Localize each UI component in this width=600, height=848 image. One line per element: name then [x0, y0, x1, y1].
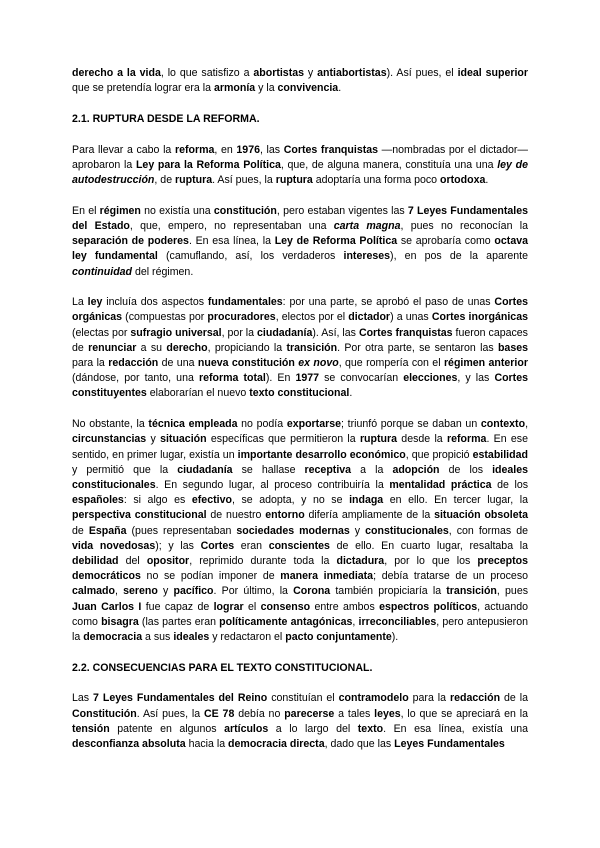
emphasis-text: redacción — [450, 692, 501, 705]
emphasis-text: contexto — [480, 418, 526, 431]
paragraph-intro — [72, 66, 528, 96]
body-text: el — [243, 600, 261, 613]
body-text: de — [72, 524, 89, 537]
body-text: y — [146, 433, 161, 446]
body-text: : por una parte, se aprobó el paso de unas — [282, 296, 495, 309]
emphasis-text: constitución — [213, 204, 277, 217]
emphasis-text: Cortes constituyentes — [72, 372, 528, 400]
emphasis-text: circunstancias — [72, 433, 147, 446]
emphasis-text: Cortes franquistas — [283, 143, 379, 156]
emphasis-text: vida novedosas — [72, 539, 156, 552]
emphasis-text: reforma — [174, 143, 215, 156]
emphasis-text: convivencia — [277, 82, 339, 95]
emphasis-text: preceptos democráticos — [72, 554, 528, 583]
emphasis-text: ideal superior — [457, 67, 528, 79]
emphasis-text: derecho — [166, 341, 208, 354]
emphasis-text: 7 Leyes Fundamentales del Estado — [72, 204, 529, 232]
body-text: entre ambos — [310, 600, 380, 613]
emphasis-text: reforma — [446, 433, 487, 446]
emphasis-text: CE 78 — [203, 707, 235, 720]
emphasis-text: transición — [446, 585, 497, 598]
body-text: , por lo que los — [384, 554, 478, 567]
body-text: específicas que permitieron la — [206, 433, 360, 446]
body-text: y — [349, 524, 366, 537]
body-text: , con formas de — [448, 524, 529, 537]
body-text: , y las — [457, 372, 495, 385]
emphasis-text: dictador — [348, 311, 391, 324]
emphasis-text: bases — [497, 341, 528, 354]
body-text: se convocarían — [319, 372, 404, 385]
emphasis-text: derecho a la vida — [72, 67, 161, 79]
emphasis-text: debilidad — [72, 554, 119, 567]
body-text: , en — [214, 143, 237, 156]
emphasis-text: ideales — [173, 631, 210, 643]
emphasis-text: consenso — [260, 600, 311, 613]
emphasis-text: España — [88, 524, 127, 537]
emphasis-text: ideales constitucionales — [72, 463, 529, 491]
emphasis-text: exportarse — [286, 418, 342, 431]
body-text: ). Así pues, el — [386, 67, 458, 79]
emphasis-text: Juan Carlos I — [72, 600, 142, 613]
body-text: hacia la — [185, 738, 229, 751]
emphasis-text: nueva constitución — [197, 357, 295, 370]
body-text: , pues no reconocían la — [400, 219, 528, 232]
body-text: , pero estaban vigentes las — [276, 204, 408, 217]
body-text: , actuando como — [72, 600, 528, 628]
body-text: , electos por el — [275, 311, 349, 324]
body-text: ; debía tratarse de un proceso — [373, 570, 529, 583]
emphasis-text: irreconciliables — [358, 615, 437, 628]
emphasis-text: estabilidad — [472, 448, 528, 461]
body-text: , pues — [496, 585, 529, 598]
body-text: ), en pos de la aparente — [390, 250, 529, 263]
body-text: . En esa línea, la — [188, 235, 275, 248]
emphasis-text: 1976 — [236, 143, 260, 156]
emphasis-text: leyes — [374, 707, 401, 720]
emphasis-text: Ley para la Reforma Política — [135, 158, 281, 171]
emphasis-text: espectros políticos — [379, 600, 478, 613]
emphasis-text: Constitución — [72, 707, 137, 720]
emphasis-text: situación — [160, 433, 207, 446]
emphasis-text: manera inmediata — [280, 570, 374, 583]
body-text: , lo que satisfizo a — [160, 67, 254, 79]
body-text: , de — [154, 174, 176, 187]
body-text: se aprobaría como — [397, 235, 495, 248]
emphasis-text: constitucionales — [365, 524, 449, 537]
body-text: , — [114, 585, 124, 598]
body-text: no se podían imponer de — [140, 570, 281, 583]
emphasis-text: tensión — [72, 722, 110, 735]
body-text: de los — [439, 463, 493, 476]
body-text: , por la — [221, 326, 258, 339]
body-text: a lo largo del — [268, 722, 358, 735]
body-text: que se pretendía lograr era la — [72, 82, 214, 95]
body-text: para la — [72, 357, 109, 370]
document-page — [72, 66, 528, 768]
emphasis-text: Corona — [293, 585, 331, 598]
emphasis-text: armonía — [213, 82, 256, 95]
emphasis-text: Leyes Fundamentales — [394, 738, 505, 751]
body-text: a la — [351, 463, 393, 476]
body-text: (camuflando, así, los verdaderos — [157, 250, 344, 263]
body-text: constituían el — [267, 692, 339, 705]
body-text: . — [338, 82, 342, 95]
body-text: . Así pues, la — [136, 707, 204, 720]
emphasis-text: texto constitucional — [249, 387, 350, 400]
body-text: ; triunfó porque se daban un — [341, 418, 481, 431]
body-text: de la — [500, 692, 528, 705]
body-text: no existía una — [140, 204, 214, 217]
emphasis-text: dictadura — [336, 554, 385, 567]
emphasis-text: reforma total — [198, 372, 266, 385]
section-heading-2-2: 2.2. CONSECUENCIAS PARA EL TEXTO CONSTITUCIONAL. — [72, 661, 373, 674]
body-text: a sus — [142, 631, 174, 643]
section-heading-2-1: 2.1. RUPTURA DESDE LA REFORMA. — [72, 112, 260, 125]
emphasis-text: renunciar — [88, 341, 137, 354]
emphasis-text: ley — [87, 296, 103, 309]
emphasis-text: perspectiva constitucional — [72, 509, 207, 522]
emphasis-text: fundamentales — [207, 296, 283, 309]
emphasis-text: artículos — [224, 722, 269, 735]
emphasis-text: indaga — [349, 494, 384, 507]
emphasis-text: continuidad — [72, 265, 133, 278]
paragraph-ley — [72, 295, 528, 401]
body-text: de los — [491, 478, 529, 491]
emphasis-text: Cortes orgánicas — [72, 296, 528, 324]
emphasis-text: pacto conjuntamente — [285, 631, 392, 643]
emphasis-text: mentalidad práctica — [389, 478, 492, 491]
emphasis-text: texto — [357, 722, 384, 735]
emphasis-text: conscientes — [268, 539, 330, 552]
body-text: adoptaría una forma poco — [312, 174, 441, 187]
body-text: , se adopta, y no se — [231, 494, 350, 507]
body-text: . Por último, la — [213, 585, 294, 598]
body-text: , que propició — [405, 448, 473, 461]
body-text: . Así pues, la — [212, 174, 276, 187]
body-text: , que rompería con el — [338, 357, 444, 370]
emphasis-text: intereses — [343, 250, 391, 263]
body-text: , las — [259, 143, 284, 156]
body-text: , — [352, 615, 359, 628]
emphasis-text: separación de poderes — [72, 235, 189, 248]
body-text: Para llevar a cabo la — [72, 143, 175, 156]
body-text: . En esa línea, existía una — [383, 722, 528, 735]
body-text: ). En — [265, 372, 296, 385]
body-text: ). Así, las — [312, 326, 359, 339]
body-text: , reprimido durante toda la — [189, 554, 337, 567]
emphasis-text: ruptura — [275, 174, 313, 187]
emphasis-text: procuradores — [207, 311, 276, 324]
paragraph-leyes-fundamentales — [72, 691, 528, 752]
body-text: , que, de alguna manera, constituía una una — [280, 158, 498, 171]
body-text: y — [304, 67, 318, 79]
body-text: . — [485, 174, 489, 187]
body-text: eran — [234, 539, 269, 552]
emphasis-text: octava ley fundamental — [72, 235, 528, 263]
body-text: . — [349, 387, 353, 400]
emphasis-text: 1977 — [295, 372, 320, 385]
emphasis-text: calmado — [72, 585, 115, 598]
body-text: (compuestas por — [122, 311, 208, 324]
emphasis-text: técnica empleada — [148, 418, 238, 431]
emphasis-text: sociedades modernas — [236, 524, 350, 537]
body-text: , dado que las — [324, 738, 395, 751]
emphasis-text: contramodelo — [338, 692, 409, 705]
paragraph-no-obstante — [72, 417, 528, 645]
body-text: —nombradas por el dictador— aprobaron la — [72, 143, 528, 171]
emphasis-text: ley de autodestrucción — [72, 158, 528, 187]
body-text: y — [157, 585, 174, 598]
emphasis-text: elecciones — [403, 372, 458, 385]
body-text: y redactaron el — [209, 631, 286, 643]
emphasis-text: democracia directa — [228, 738, 325, 751]
body-text: (dándose, por tanto, una — [72, 372, 199, 385]
body-text: debía no — [234, 707, 285, 720]
body-text: de nuestro — [206, 509, 266, 522]
emphasis-text: 7 Leyes Fundamentales del Reino — [93, 692, 268, 705]
emphasis-text: ex novo — [298, 357, 339, 370]
body-text: del — [118, 554, 147, 567]
emphasis-text: Cortes — [200, 539, 235, 552]
body-text: La — [72, 296, 88, 309]
emphasis-text: receptiva — [304, 463, 352, 476]
body-text: No obstante, la — [72, 418, 149, 431]
emphasis-text: parecerse — [284, 707, 335, 720]
emphasis-text: políticamente antagónicas — [219, 615, 353, 628]
body-text: fueron capaces de — [72, 326, 528, 354]
body-text: Las — [72, 692, 94, 705]
body-text: de una — [158, 357, 198, 370]
body-text: ); y las — [155, 539, 201, 552]
body-text: del régimen. — [132, 265, 194, 278]
body-text: patente en algunos — [109, 722, 225, 735]
emphasis-text: antiabortistas — [317, 67, 387, 79]
emphasis-text: lograr — [213, 600, 244, 613]
body-text: , lo que se apreciará en la — [400, 707, 529, 720]
emphasis-text: abortistas — [253, 67, 305, 79]
body-text: fue capaz de — [141, 600, 214, 613]
body-text: , que, empero, no representaban una — [129, 219, 334, 232]
emphasis-text: situación obsoleta — [434, 509, 529, 522]
emphasis-text: carta magna — [333, 219, 401, 232]
emphasis-text: españoles — [72, 494, 124, 507]
body-text: desde la — [397, 433, 447, 446]
body-text: para la — [408, 692, 450, 705]
emphasis-text: efectivo — [191, 494, 232, 507]
body-text: también propiciaría la — [330, 585, 447, 598]
emphasis-text: Ley de Reforma Política — [274, 235, 398, 248]
body-text: (electas por — [72, 326, 131, 339]
body-text: en ello. En tercer lugar, la — [383, 494, 528, 507]
body-text: ) a unas — [390, 311, 432, 324]
body-text: En el — [72, 204, 100, 217]
body-text: , — [525, 418, 529, 431]
emphasis-text: entorno — [265, 509, 305, 522]
body-text: . En ese sentido, en primer lugar, existía un — [72, 433, 528, 461]
body-text: (pues representaban — [126, 524, 237, 537]
emphasis-text: sereno — [123, 585, 158, 598]
body-text: , propiciando la — [207, 341, 287, 354]
paragraph-regimen — [72, 204, 528, 280]
emphasis-text: adopción — [392, 463, 440, 476]
body-text: a tales — [334, 707, 375, 720]
body-text: elaborarían el nuevo — [146, 387, 250, 400]
emphasis-text: ortodoxa — [440, 174, 486, 187]
emphasis-text: redacción — [108, 357, 159, 370]
emphasis-text: sufragio universal — [130, 326, 222, 339]
emphasis-text: Cortes inorgánicas — [431, 311, 528, 324]
body-text: ). — [391, 631, 399, 643]
body-text: (las partes eran — [138, 615, 220, 628]
emphasis-text: ruptura — [359, 433, 398, 446]
body-text: no podía — [237, 418, 287, 431]
emphasis-text: ciudadanía — [177, 463, 233, 476]
emphasis-text: Cortes franquistas — [358, 326, 453, 339]
body-text: incluía dos aspectos — [102, 296, 208, 309]
emphasis-text: opositor — [146, 554, 190, 567]
body-text: y permitió que la — [72, 463, 178, 476]
body-text: , pero antepusieron la — [72, 615, 528, 643]
emphasis-text: bisagra — [101, 615, 139, 628]
body-text: difería ampliamente de la — [304, 509, 435, 522]
emphasis-text: importante desarrollo económico — [237, 448, 406, 461]
body-text: . En segundo lugar, al proceso contribuiría la — [155, 478, 390, 491]
emphasis-text: democracia — [83, 631, 143, 643]
paragraph-reforma — [72, 143, 528, 189]
emphasis-text: régimen — [99, 204, 141, 217]
body-text: y la — [255, 82, 278, 95]
emphasis-text: régimen anterior — [443, 357, 528, 370]
emphasis-text: desconfianza absoluta — [72, 738, 186, 751]
body-text: a su — [136, 341, 167, 354]
body-text: : si algo es — [123, 494, 192, 507]
body-text: . Por otra parte, se sentaron las — [337, 341, 498, 354]
emphasis-text: transición — [286, 341, 338, 354]
emphasis-text: pacífico — [173, 585, 214, 598]
body-text: se hallase — [232, 463, 305, 476]
body-text: de ello. En cuarto lugar, resaltaba la — [329, 539, 529, 552]
emphasis-text: ciudadanía — [257, 326, 313, 339]
emphasis-text: ruptura — [175, 174, 213, 187]
